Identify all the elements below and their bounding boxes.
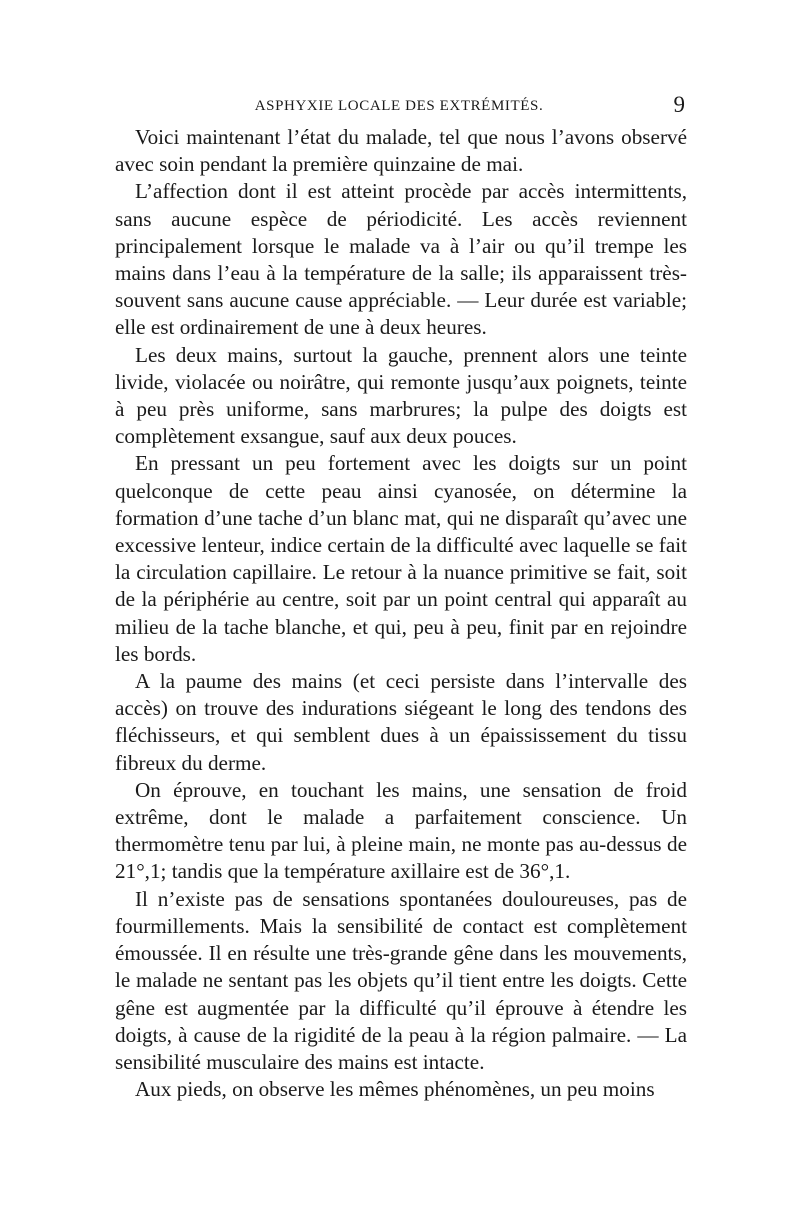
paragraph: On éprouve, en touchant les mains, une sensation de froid extrême, dont le malade a parfaitement conscience. Un thermomètre tenu par lui, à pleine main, ne monte pas au-dessus de 21°,1; tandis que la température axillaire est de 36°,1. — [115, 777, 687, 884]
paragraph: Voici maintenant l’état du malade, tel que nous l’avons observé avec soin pendant la première quinzaine de mai. — [115, 125, 687, 177]
running-title: ASPHYXIE LOCALE DES EXTRÉMITÉS. — [254, 98, 544, 114]
paragraph: Les deux mains, surtout la gauche, prennent alors une teinte livide, violacée ou noirâtre, qui remonte jusqu’aux poignets, teinte à peu près uniforme, sans marbrures; la pulpe des doigts est complètement exsangue, sauf aux deux pouces. — [115, 342, 687, 449]
page-number: 9 — [673, 92, 685, 117]
running-head — [113, 92, 685, 124]
paragraph: A la paume des mains (et ceci persiste dans l’intervalle des accès) on trouve des indurations siégeant le long des tendons des fléchisseurs, et qui semblent dues à un épaississement du tissu fibreux du derme. — [115, 669, 687, 775]
paragraph: Aux pieds, on observe les mêmes phénomènes, un peu moins — [135, 1077, 655, 1102]
paragraph: Il n’existe pas de sensations spontanées douloureuses, pas de fourmillements. Mais la sensibilité de contact est complètement émoussée. Il en résulte une très-grande gêne dans les mouvements, le malade ne sentant pas les objets qu’il tient entre les doigts. Cette gêne est augmentée par la difficulté qu’il éprouve à étendre les doigts, à cause de la rigidité de la peau à la région palmaire. — La sensibilité musculaire des mains est intacte. — [115, 886, 687, 1074]
paragraph: L’affection dont il est atteint procède par accès intermittents, sans aucune espèce de périodicité. Les accès reviennent principalement lorsque le malade va à l’air ou qu’il trempe les mains dans l’eau à la température de la salle; ils apparaissent très-souvent sans aucune cause appréciable. — Leur durée est variable; elle est ordinairement de une à deux heures. — [115, 179, 687, 340]
paragraph: En pressant un peu fortement avec les doigts sur un point quelconque de cette peau ainsi cyanosée, on détermine la formation d’une tache d’un blanc mat, qui ne disparaît qu’avec une excessive lenteur, indice certain de la difficulté avec laquelle se fait la circulation capillaire. Le retour à la nuance primitive se fait, soit de la périphérie au centre, soit par un point central qui apparaît au milieu de la tache blanche, et qui, peu à peu, finit par en rejoindre les bords. — [115, 451, 687, 666]
body-text — [115, 124, 687, 1103]
